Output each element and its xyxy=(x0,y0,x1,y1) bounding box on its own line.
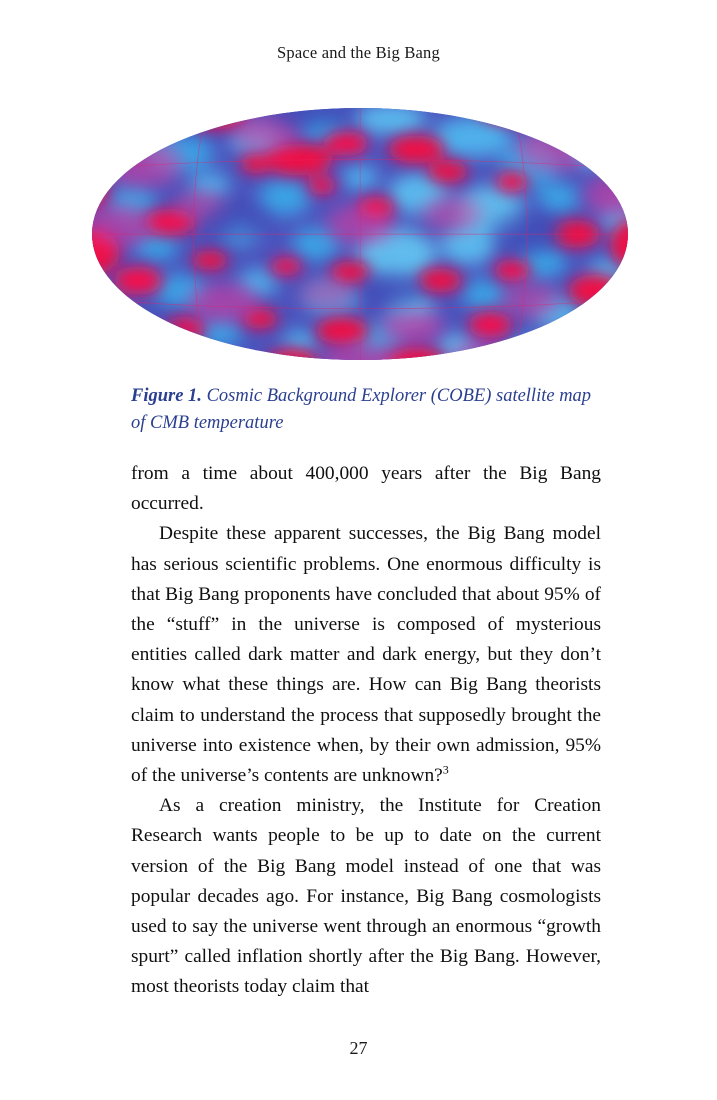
running-head: Space and the Big Bang xyxy=(277,43,440,62)
cmb-map-texture xyxy=(92,108,628,360)
paragraph-2-text: Despite these apparent successes, the Big Bang model has serious scientific problems. One enormous difficulty is that Big Bang proponents have concluded that about 95% of the “stuff” in the universe is composed of mysterious entities called dark matter and dark energy, but they don’t know what these things are. How can Big Bang theorists claim to understand the process that supposedly brought the universe into existence when, by their own admission, 95% of the universe’s contents are unknown? xyxy=(131,523,601,787)
paragraph-2 xyxy=(131,519,601,791)
cmb-map-svg xyxy=(92,108,628,360)
cmb-map-ellipse xyxy=(92,108,628,360)
figure-caption-text: Cosmic Background Explorer (COBE) satellite map of CMB temperature xyxy=(131,386,592,433)
paragraph-1: from a time about 400,000 years after the Big Bang occurred. xyxy=(131,463,601,515)
figure-cmb-map xyxy=(92,108,628,360)
paragraph-3: As a creation ministry, the Institute for Creation Research wants people to be up to date on the current version of the Big Bang model instead of one that was popular decades ago. For instance, Big Bang cosmologists used to say the universe went through an enormous “growth spurt” called inflation shortly after the Big Bang. However, most theorists today claim that xyxy=(131,795,601,998)
body-text-block xyxy=(131,459,601,1003)
figure-caption-label: Figure 1. xyxy=(131,386,202,406)
page-number: 27 xyxy=(349,1038,368,1058)
footnote-marker: 3 xyxy=(442,762,449,777)
figure-caption xyxy=(131,383,603,437)
